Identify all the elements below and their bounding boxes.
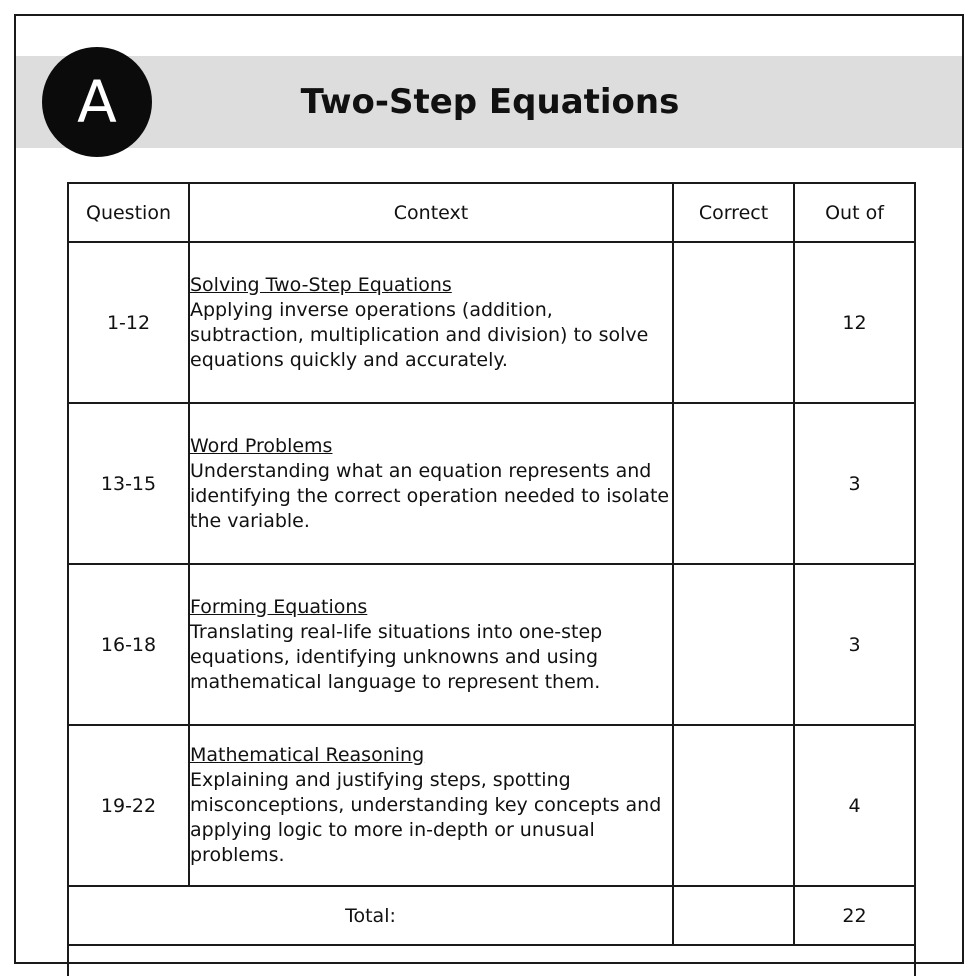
question-range: 13-15 bbox=[68, 403, 189, 564]
context-description: Explaining and justifying steps, spotting misconceptions, understanding key concepts and applying logic to more in-depth or unusual problems. bbox=[190, 769, 662, 866]
column-header-question: Question bbox=[68, 183, 189, 242]
out-of-value: 3 bbox=[794, 564, 915, 725]
total-row bbox=[68, 886, 915, 945]
table-header-row bbox=[68, 183, 915, 242]
context-cell bbox=[189, 564, 673, 725]
context-description: Understanding what an equation represents and identifying the correct operation needed to isolate the variable. bbox=[190, 459, 670, 532]
question-range: 19-22 bbox=[68, 725, 189, 886]
page-title: Two-Step Equations bbox=[300, 82, 680, 122]
table-tail-cell bbox=[68, 945, 915, 976]
table-tail-row bbox=[68, 945, 915, 976]
context-heading: Mathematical Reasoning bbox=[190, 744, 425, 766]
table-row bbox=[68, 403, 915, 564]
table-row bbox=[68, 564, 915, 725]
context-description: Applying inverse operations (addition, subtraction, multiplication and division) to solve equations quickly and accurately. bbox=[190, 298, 649, 371]
total-correct-cell[interactable] bbox=[673, 886, 794, 945]
question-range: 16-18 bbox=[68, 564, 189, 725]
table-row bbox=[68, 725, 915, 886]
context-cell bbox=[189, 403, 673, 564]
correct-cell[interactable] bbox=[673, 403, 794, 564]
table-row bbox=[68, 242, 915, 403]
context-heading: Forming Equations bbox=[190, 595, 368, 618]
out-of-value: 4 bbox=[794, 725, 915, 886]
context-cell bbox=[189, 725, 673, 886]
column-header-context: Context bbox=[189, 183, 673, 242]
correct-cell[interactable] bbox=[673, 242, 794, 403]
context-heading: Word Problems bbox=[190, 434, 333, 457]
results-table bbox=[67, 182, 916, 976]
context-cell bbox=[189, 242, 673, 403]
out-of-value: 3 bbox=[794, 403, 915, 564]
correct-cell[interactable] bbox=[673, 725, 794, 886]
out-of-value: 12 bbox=[794, 242, 915, 403]
total-label: Total: bbox=[68, 886, 673, 945]
column-header-out-of: Out of bbox=[794, 183, 915, 242]
question-range: 1-12 bbox=[68, 242, 189, 403]
correct-cell[interactable] bbox=[673, 564, 794, 725]
total-out-of-value: 22 bbox=[794, 886, 915, 945]
context-heading: Solving Two-Step Equations bbox=[190, 273, 452, 296]
section-badge: A bbox=[42, 47, 152, 157]
context-description: Translating real-life situations into one-step equations, identifying unknowns and using mathematical language to represent them. bbox=[190, 620, 603, 693]
column-header-correct: Correct bbox=[673, 183, 794, 242]
